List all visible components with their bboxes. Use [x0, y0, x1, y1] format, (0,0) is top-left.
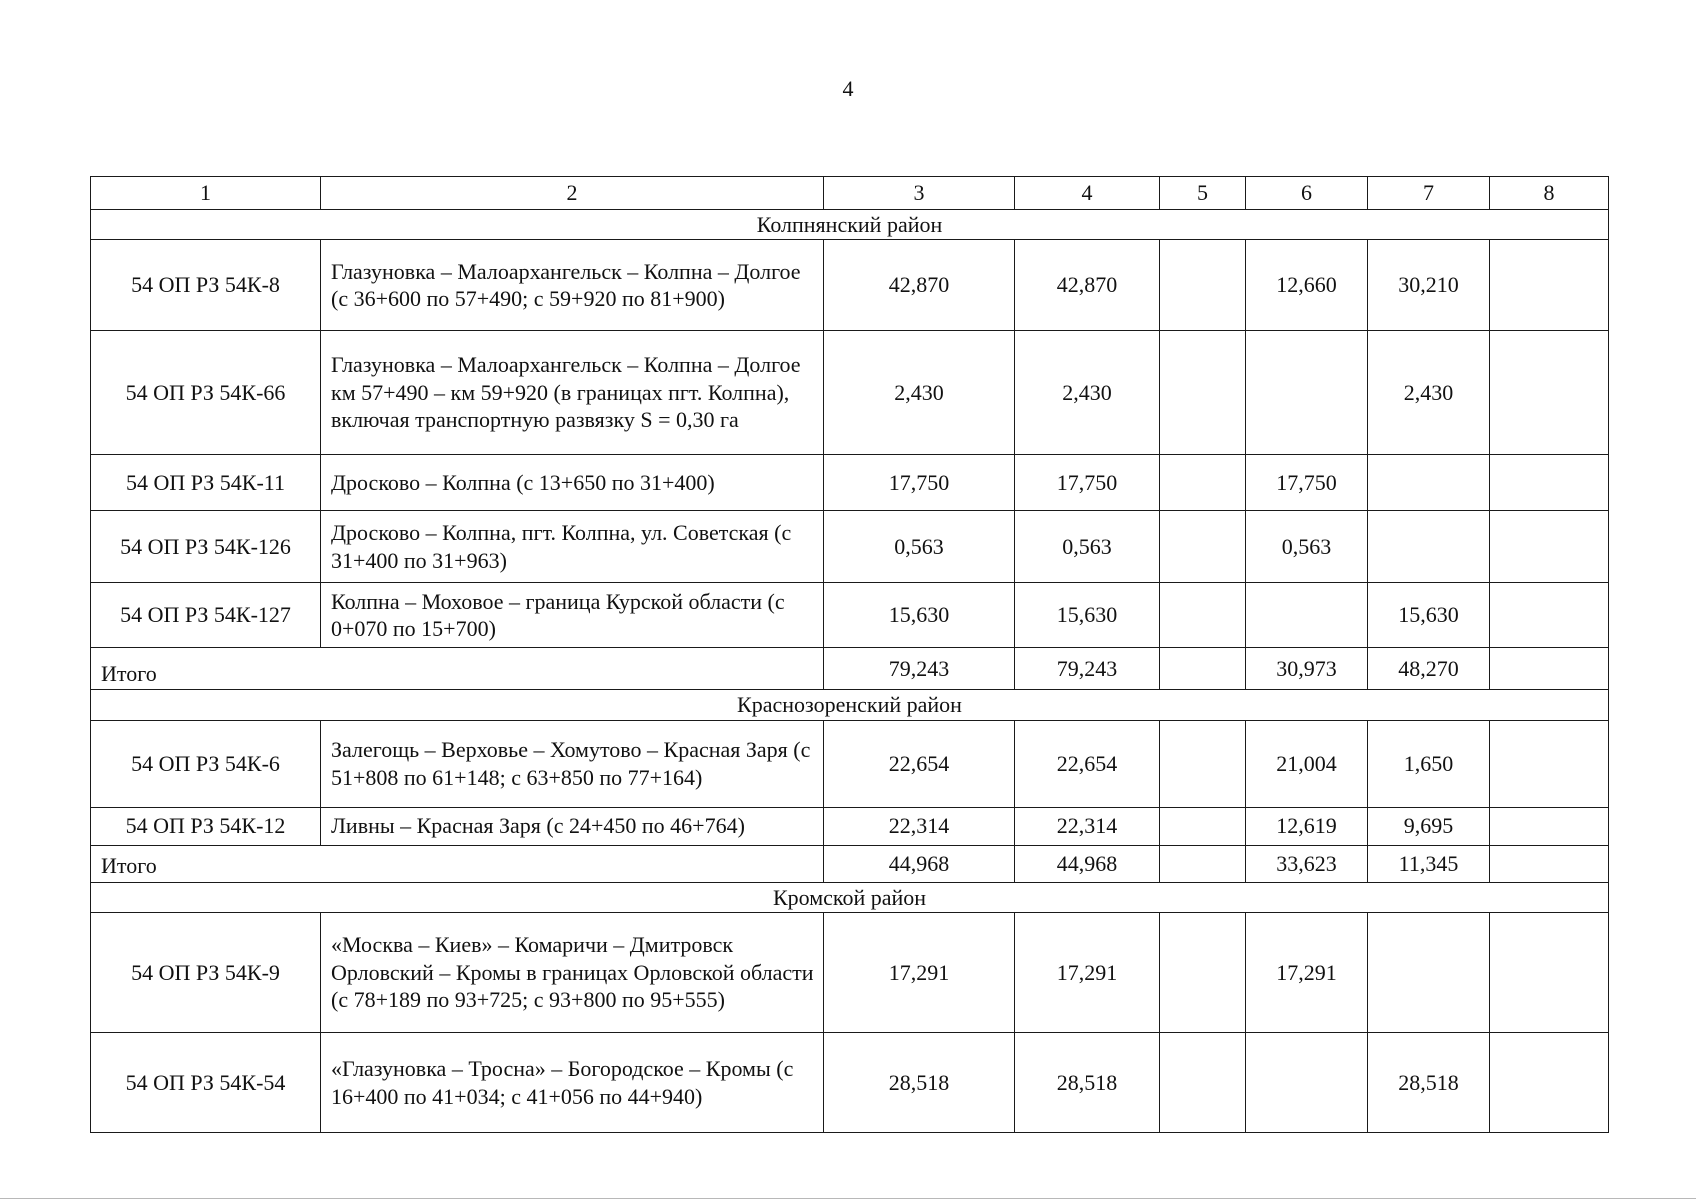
value-col-5 — [1160, 240, 1246, 331]
table-row — [91, 913, 1609, 1033]
value-col-8 — [1490, 720, 1609, 807]
value-col-8 — [1490, 240, 1609, 331]
column-header: 3 — [824, 177, 1015, 210]
value-col-8 — [1490, 807, 1609, 845]
value-col-3: 17,750 — [824, 455, 1015, 511]
value-col-3: 22,654 — [824, 720, 1015, 807]
value-col-4: 22,654 — [1015, 720, 1160, 807]
road-name: Ливны – Красная Заря (с 24+450 по 46+764) — [321, 807, 824, 845]
column-number-row — [91, 177, 1609, 210]
column-header: 7 — [1368, 177, 1490, 210]
value-col-3: 0,563 — [824, 511, 1015, 583]
value-col-3: 42,870 — [824, 240, 1015, 331]
value-col-4: 0,563 — [1015, 511, 1160, 583]
total-row — [91, 845, 1609, 882]
column-header: 6 — [1246, 177, 1368, 210]
value-col-7: 30,210 — [1368, 240, 1490, 331]
section-header-row — [91, 690, 1609, 721]
value-col-4: 42,870 — [1015, 240, 1160, 331]
value-col-5 — [1160, 583, 1246, 648]
value-col-6: 0,563 — [1246, 511, 1368, 583]
roads-table — [90, 176, 1609, 1133]
total-col-3: 79,243 — [824, 648, 1015, 690]
total-col-6: 30,973 — [1246, 648, 1368, 690]
column-header: 4 — [1015, 177, 1160, 210]
column-header: 5 — [1160, 177, 1246, 210]
column-header: 1 — [91, 177, 321, 210]
road-code: 54 ОП РЗ 54К-54 — [91, 1033, 321, 1133]
road-code: 54 ОП РЗ 54К-12 — [91, 807, 321, 845]
value-col-4: 15,630 — [1015, 583, 1160, 648]
value-col-4: 17,291 — [1015, 913, 1160, 1033]
value-col-4: 2,430 — [1015, 331, 1160, 455]
road-code: 54 ОП РЗ 54К-126 — [91, 511, 321, 583]
road-code: 54 ОП РЗ 54К-66 — [91, 331, 321, 455]
total-col-4: 44,968 — [1015, 845, 1160, 882]
total-col-5 — [1160, 845, 1246, 882]
road-code: 54 ОП РЗ 54К-6 — [91, 720, 321, 807]
value-col-5 — [1160, 807, 1246, 845]
road-name: «Москва – Киев» – Комаричи – Дмитровск Орловский – Кромы в границах Орловской области (с 78+189 по 93+725; с 93+800 по 95+555) — [321, 913, 824, 1033]
value-col-6 — [1246, 331, 1368, 455]
value-col-4: 28,518 — [1015, 1033, 1160, 1133]
road-code: 54 ОП РЗ 54К-8 — [91, 240, 321, 331]
value-col-6 — [1246, 1033, 1368, 1133]
road-name: Глазуновка – Малоархангельск – Колпна – Долгое (с 36+600 по 57+490; с 59+920 по 81+900) — [321, 240, 824, 331]
value-col-3: 17,291 — [824, 913, 1015, 1033]
road-name: «Глазуновка – Тросна» – Богородское – Кромы (с 16+400 по 41+034; с 41+056 по 44+940) — [321, 1033, 824, 1133]
road-code: 54 ОП РЗ 54К-11 — [91, 455, 321, 511]
total-col-3: 44,968 — [824, 845, 1015, 882]
value-col-6: 21,004 — [1246, 720, 1368, 807]
table-row — [91, 331, 1609, 455]
value-col-3: 28,518 — [824, 1033, 1015, 1133]
table-row — [91, 583, 1609, 648]
value-col-8 — [1490, 455, 1609, 511]
total-col-7: 48,270 — [1368, 648, 1490, 690]
road-name: Залегощь – Верховье – Хомутово – Красная Заря (с 51+808 по 61+148; с 63+850 по 77+164) — [321, 720, 824, 807]
value-col-3: 22,314 — [824, 807, 1015, 845]
road-name: Глазуновка – Малоархангельск – Колпна – Долгое км 57+490 – км 59+920 (в границах пгт. Колпна), включая транспортную развязку S = 0,30 га — [321, 331, 824, 455]
value-col-7: 15,630 — [1368, 583, 1490, 648]
value-col-6: 12,660 — [1246, 240, 1368, 331]
table-row — [91, 455, 1609, 511]
total-col-8 — [1490, 845, 1609, 882]
value-col-7: 2,430 — [1368, 331, 1490, 455]
table-row — [91, 807, 1609, 845]
value-col-7: 9,695 — [1368, 807, 1490, 845]
value-col-5 — [1160, 913, 1246, 1033]
value-col-8 — [1490, 913, 1609, 1033]
value-col-8 — [1490, 583, 1609, 648]
value-col-3: 2,430 — [824, 331, 1015, 455]
value-col-5 — [1160, 720, 1246, 807]
total-label: Итого — [91, 648, 824, 690]
value-col-6: 17,750 — [1246, 455, 1368, 511]
total-col-4: 79,243 — [1015, 648, 1160, 690]
value-col-7: 28,518 — [1368, 1033, 1490, 1133]
value-col-6 — [1246, 583, 1368, 648]
table-row — [91, 1033, 1609, 1133]
total-col-5 — [1160, 648, 1246, 690]
road-code: 54 ОП РЗ 54К-127 — [91, 583, 321, 648]
road-name: Дросково – Колпна, пгт. Колпна, ул. Советская (с 31+400 по 31+963) — [321, 511, 824, 583]
section-title: Колпнянский район — [91, 209, 1609, 240]
value-col-7 — [1368, 913, 1490, 1033]
total-row — [91, 648, 1609, 690]
road-name: Колпна – Моховое – граница Курской области (с 0+070 по 15+700) — [321, 583, 824, 648]
value-col-7 — [1368, 511, 1490, 583]
total-label: Итого — [91, 845, 824, 882]
column-header: 2 — [321, 177, 824, 210]
table-row — [91, 511, 1609, 583]
value-col-5 — [1160, 511, 1246, 583]
value-col-6: 12,619 — [1246, 807, 1368, 845]
value-col-8 — [1490, 331, 1609, 455]
total-col-7: 11,345 — [1368, 845, 1490, 882]
value-col-6: 17,291 — [1246, 913, 1368, 1033]
value-col-4: 22,314 — [1015, 807, 1160, 845]
value-col-7: 1,650 — [1368, 720, 1490, 807]
total-col-8 — [1490, 648, 1609, 690]
section-title: Кромской район — [91, 882, 1609, 913]
value-col-5 — [1160, 1033, 1246, 1133]
bottom-edge-rule — [0, 1198, 1696, 1199]
value-col-5 — [1160, 455, 1246, 511]
road-name: Дросково – Колпна (с 13+650 по 31+400) — [321, 455, 824, 511]
table-row — [91, 720, 1609, 807]
value-col-8 — [1490, 511, 1609, 583]
value-col-7 — [1368, 455, 1490, 511]
road-code: 54 ОП РЗ 54К-9 — [91, 913, 321, 1033]
total-col-6: 33,623 — [1246, 845, 1368, 882]
column-header: 8 — [1490, 177, 1609, 210]
section-header-row — [91, 209, 1609, 240]
section-header-row — [91, 882, 1609, 913]
page-number: 4 — [842, 76, 854, 101]
value-col-5 — [1160, 331, 1246, 455]
value-col-4: 17,750 — [1015, 455, 1160, 511]
value-col-8 — [1490, 1033, 1609, 1133]
value-col-3: 15,630 — [824, 583, 1015, 648]
section-title: Краснозоренский район — [91, 690, 1609, 721]
table-row — [91, 240, 1609, 331]
